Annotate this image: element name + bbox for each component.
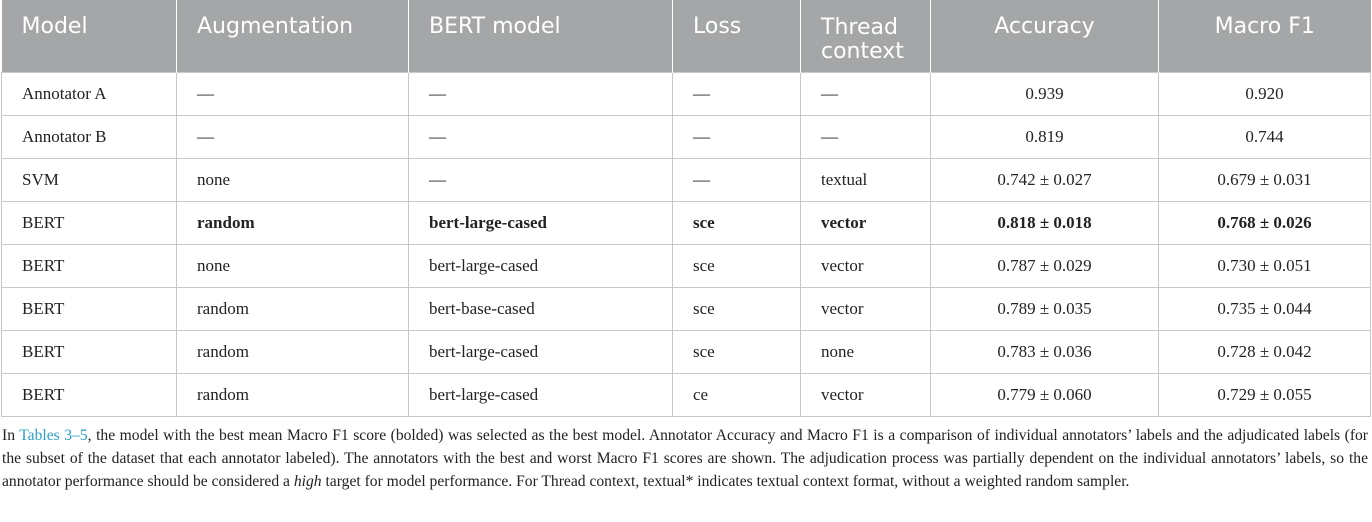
cell-thread-context: — xyxy=(801,116,931,159)
cell-thread-context: vector xyxy=(801,374,931,417)
cell-thread-context: — xyxy=(801,73,931,116)
table-row-best xyxy=(2,202,1371,245)
header-thread-context: Thread context xyxy=(801,0,931,73)
cell-bert-model: — xyxy=(409,159,673,202)
cell-loss: sce xyxy=(673,288,801,331)
cell-augmentation: none xyxy=(177,159,409,202)
cell-accuracy: 0.939 xyxy=(931,73,1159,116)
table-row xyxy=(2,331,1371,374)
header-loss: Loss xyxy=(673,0,801,73)
table-row xyxy=(2,288,1371,331)
cell-augmentation: — xyxy=(177,116,409,159)
cell-thread-context: none xyxy=(801,331,931,374)
cell-macro-f1: 0.728 ± 0.042 xyxy=(1159,331,1371,374)
cell-model: BERT xyxy=(2,288,177,331)
table-row xyxy=(2,73,1371,116)
cell-accuracy: 0.818 ± 0.018 xyxy=(931,202,1159,245)
cell-bert-model: bert-large-cased xyxy=(409,374,673,417)
cell-augmentation: none xyxy=(177,245,409,288)
cell-augmentation: random xyxy=(177,288,409,331)
cell-augmentation: random xyxy=(177,331,409,374)
header-accuracy: Accuracy xyxy=(931,0,1159,73)
cell-thread-context: textual xyxy=(801,159,931,202)
table-row xyxy=(2,159,1371,202)
cell-macro-f1: 0.679 ± 0.031 xyxy=(1159,159,1371,202)
cell-accuracy: 0.779 ± 0.060 xyxy=(931,374,1159,417)
header-model: Model xyxy=(2,0,177,73)
table-caption xyxy=(2,424,1368,493)
header-bert-model: BERT model xyxy=(409,0,673,73)
cell-macro-f1: 0.768 ± 0.026 xyxy=(1159,202,1371,245)
cell-accuracy: 0.783 ± 0.036 xyxy=(931,331,1159,374)
table-row xyxy=(2,374,1371,417)
cell-model: BERT xyxy=(2,202,177,245)
cell-macro-f1: 0.735 ± 0.044 xyxy=(1159,288,1371,331)
cell-accuracy: 0.742 ± 0.027 xyxy=(931,159,1159,202)
cell-thread-context: vector xyxy=(801,288,931,331)
cell-loss: — xyxy=(673,73,801,116)
cell-model: Annotator A xyxy=(2,73,177,116)
tables-link[interactable]: Tables 3–5 xyxy=(19,427,88,444)
cell-loss: sce xyxy=(673,331,801,374)
cell-bert-model: bert-large-cased xyxy=(409,245,673,288)
caption-part2: target for model performance. For Thread context, textual* indicates textual context format, without a weighted random sampler. xyxy=(321,473,1130,490)
caption-part1: , the model with the best mean Macro F1 score (bolded) was selected as the best model. Annotator Accuracy and Macro F1 is a comparison of individual annotators’ labels and the adjudicated labels (for the subset of the dataset that each annotator labeled). The annotators with the best and worst Macro F1 scores are shown. The adjudication process was partially dependent on the individual annotators’ labels, so the annotator performance should be considered a xyxy=(2,427,1369,490)
header-augmentation: Augmentation xyxy=(177,0,409,73)
cell-loss: — xyxy=(673,116,801,159)
table-row xyxy=(2,245,1371,288)
cell-model: BERT xyxy=(2,245,177,288)
cell-macro-f1: 0.920 xyxy=(1159,73,1371,116)
cell-bert-model: bert-large-cased xyxy=(409,202,673,245)
cell-thread-context: vector xyxy=(801,245,931,288)
cell-macro-f1: 0.729 ± 0.055 xyxy=(1159,374,1371,417)
cell-macro-f1: 0.730 ± 0.051 xyxy=(1159,245,1371,288)
cell-model: SVM xyxy=(2,159,177,202)
cell-bert-model: bert-base-cased xyxy=(409,288,673,331)
results-table xyxy=(1,0,1371,417)
cell-macro-f1: 0.744 xyxy=(1159,116,1371,159)
caption-prefix: In xyxy=(2,427,20,444)
caption-emphasis: high xyxy=(293,473,322,490)
cell-accuracy: 0.789 ± 0.035 xyxy=(931,288,1159,331)
cell-augmentation: random xyxy=(177,374,409,417)
table-row xyxy=(2,116,1371,159)
cell-accuracy: 0.819 xyxy=(931,116,1159,159)
table-header-row xyxy=(2,0,1371,73)
cell-model: BERT xyxy=(2,374,177,417)
header-macro-f1: Macro F1 xyxy=(1159,0,1371,73)
cell-loss: ce xyxy=(673,374,801,417)
cell-loss: sce xyxy=(673,245,801,288)
cell-augmentation: — xyxy=(177,73,409,116)
cell-bert-model: — xyxy=(409,116,673,159)
cell-bert-model: — xyxy=(409,73,673,116)
cell-thread-context: vector xyxy=(801,202,931,245)
cell-loss: — xyxy=(673,159,801,202)
cell-augmentation: random xyxy=(177,202,409,245)
cell-bert-model: bert-large-cased xyxy=(409,331,673,374)
cell-model: Annotator B xyxy=(2,116,177,159)
cell-loss: sce xyxy=(673,202,801,245)
cell-model: BERT xyxy=(2,331,177,374)
cell-accuracy: 0.787 ± 0.029 xyxy=(931,245,1159,288)
